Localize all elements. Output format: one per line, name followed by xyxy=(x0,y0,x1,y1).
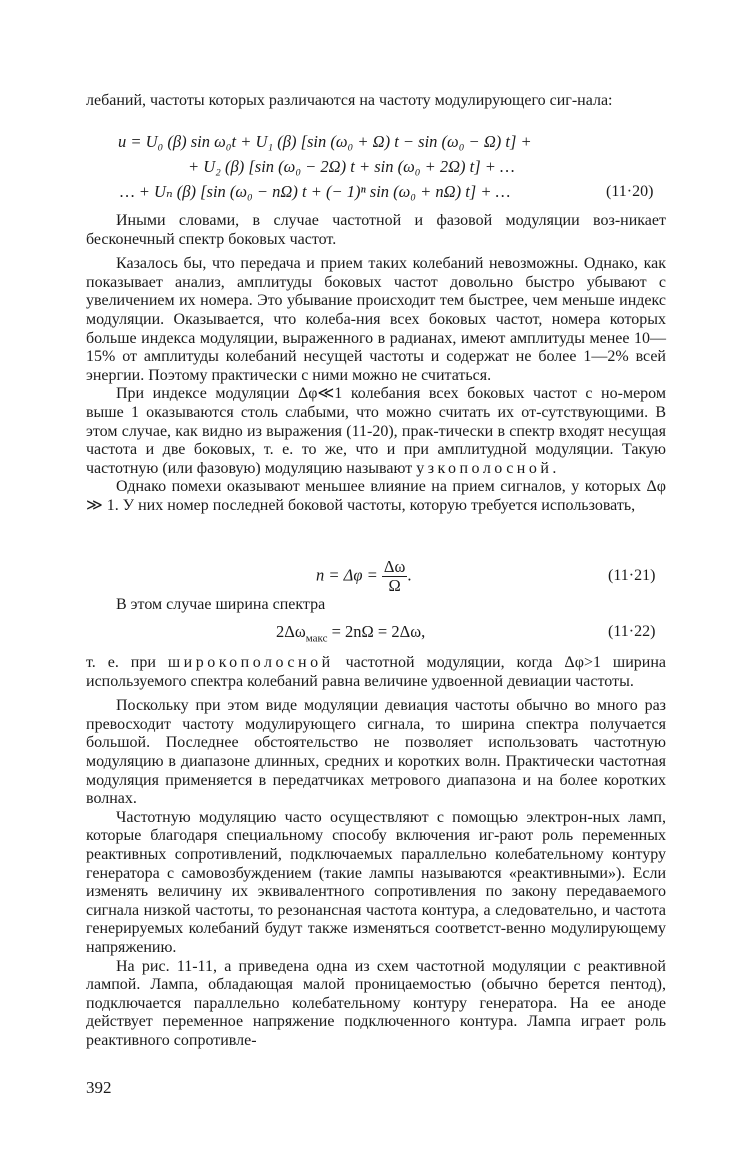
paragraph: лебаний, частоты которых различаются на частоту модулирующего сиг-нала: xyxy=(86,92,613,109)
equation-number-11-20: (11·20) xyxy=(606,183,654,200)
paragraph: Однако помехи оказывают меньшее влияние на прием сигналов, у которых Δφ ≫ 1. У них номер последней боковой частоты, которую требуется использовать, xyxy=(86,478,666,514)
paragraph: Казалось бы, что передача и прием таких колебаний невозможны. Однако, как показывает анализ, амплитуды боковых частот довольно быстро убывают с увеличением их номера. Это убывание происходит тем быстрее, чем меньше индекс модуляции. Оказывается, что колеба-ния всех боковых частот, номера которых больше индекса модуляции, выраженного в радианах, имеют амплитуды менее 10—15% от амплитуды колебаний несущей частоты и содержат не более 1—2% всей энергии. Поэтому практически с ними можно не считаться. xyxy=(86,255,666,384)
equation-rhs: = 2nΩ = 2Δω, xyxy=(327,622,426,641)
page-number: 392 xyxy=(86,1078,112,1097)
emphasized-term-wideband: широкополосной xyxy=(167,654,334,671)
paragraph: В этом случае ширина спектра xyxy=(116,596,326,613)
equation-11-20-line-1: u = U₀ (β) sin ω₀t + U₁ (β) [sin (ω₀ + Ω) t − sin (ω₀ − Ω) t] + xyxy=(118,132,532,151)
equation-period: . xyxy=(407,565,412,585)
fraction xyxy=(382,558,407,595)
paragraph-text: При индексе модуляции Δφ≪1 колебания всех боковых частот с но-мером выше 1 оказываются столь слабыми, что можно считать их от-сутствующими. В этом случае, как видно из выражения (11-20), прак-тически в спектр входят несущая частота и две боковых, т. е. то же, что и при амплитудной модуляции. Такую частотную (или фазовую) модуляцию называют xyxy=(86,385,666,477)
paragraph xyxy=(86,385,666,478)
text-block-intro xyxy=(86,92,666,111)
equation-number-11-21: (11·21) xyxy=(608,567,656,584)
text-block-bandwidth xyxy=(86,596,666,615)
paragraph-text: т. е. при xyxy=(86,654,156,671)
equation-lhs: n = Δφ = xyxy=(316,565,378,585)
subscript: макс xyxy=(305,632,328,645)
equation-lhs: 2Δω xyxy=(276,622,306,641)
emphasized-term-narrowband: узкополосной. xyxy=(416,459,560,477)
equation-11-21 xyxy=(316,558,411,595)
equation-11-22 xyxy=(276,622,425,648)
paragraph: На рис. 11-11, а приведена одна из схем частотной модуляции с реактивной лампой. Лампа, обладающая малой проницаемостью (обычно берется пентод), подключается параллельно колебательному контуру генератора. На ее аноде действует переменное напряжение подключенного контура. Лампа играет роль реактивного сопротивле- xyxy=(86,957,666,1049)
paragraph xyxy=(86,654,666,691)
text-block-wideband xyxy=(86,654,666,1050)
fraction-numerator: Δω xyxy=(383,557,406,576)
paragraph: Поскольку при этом виде модуляции девиация частоты обычно во много раз превосходит частоту модулирующего сигнала, то ширина спектра получается большой. Последнее обстоятельство не позволяет использовать частотную модуляцию в диапазоне длинных, средних и коротких волн. Практически частотная модуляция применяется в передатчиках метрового диапазона и на более коротких волнах. xyxy=(86,697,666,808)
paragraph: Частотную модуляцию часто осуществляют с помощью электрон-ных ламп, которые благодаря специальному способу включения иг-рают роль переменных реактивных сопротивлений, подключаемых параллельно колебательному контуру генератора с самовозбуждением (такие лампы называются «реактивными»). Если изменять величину их эквивалентного сопротивления по закону передаваемого сигнала низкой частоты, то резонансная частота контура, а следовательно, и частота генерируемых колебаний будут также изменяться соответст-венно модулирующему напряжению. xyxy=(86,808,666,956)
equation-11-20-line-3: … + Uₙ (β) [sin (ω₀ − nΩ) t + (− 1)ⁿ sin (ω₀ + nΩ) t] + … xyxy=(120,182,511,201)
paragraph: Иными словами, в случае частотной и фазовой модуляции воз-никает бесконечный спектр боковых частот. xyxy=(86,212,666,248)
equation-number-11-22: (11·22) xyxy=(608,623,656,640)
paragraph-text: частотной модуляции, когда Δφ>1 ширина используемого спектра колебаний равна величине удвоенной девиации частоты. xyxy=(86,654,667,690)
equation-11-20-line-2: + U₂ (β) [sin (ω₀ − 2Ω) t + sin (ω₀ + 2Ω) t] + … xyxy=(188,157,515,176)
text-block-spectrum xyxy=(86,212,666,516)
fraction-denominator: Ω xyxy=(388,576,401,595)
